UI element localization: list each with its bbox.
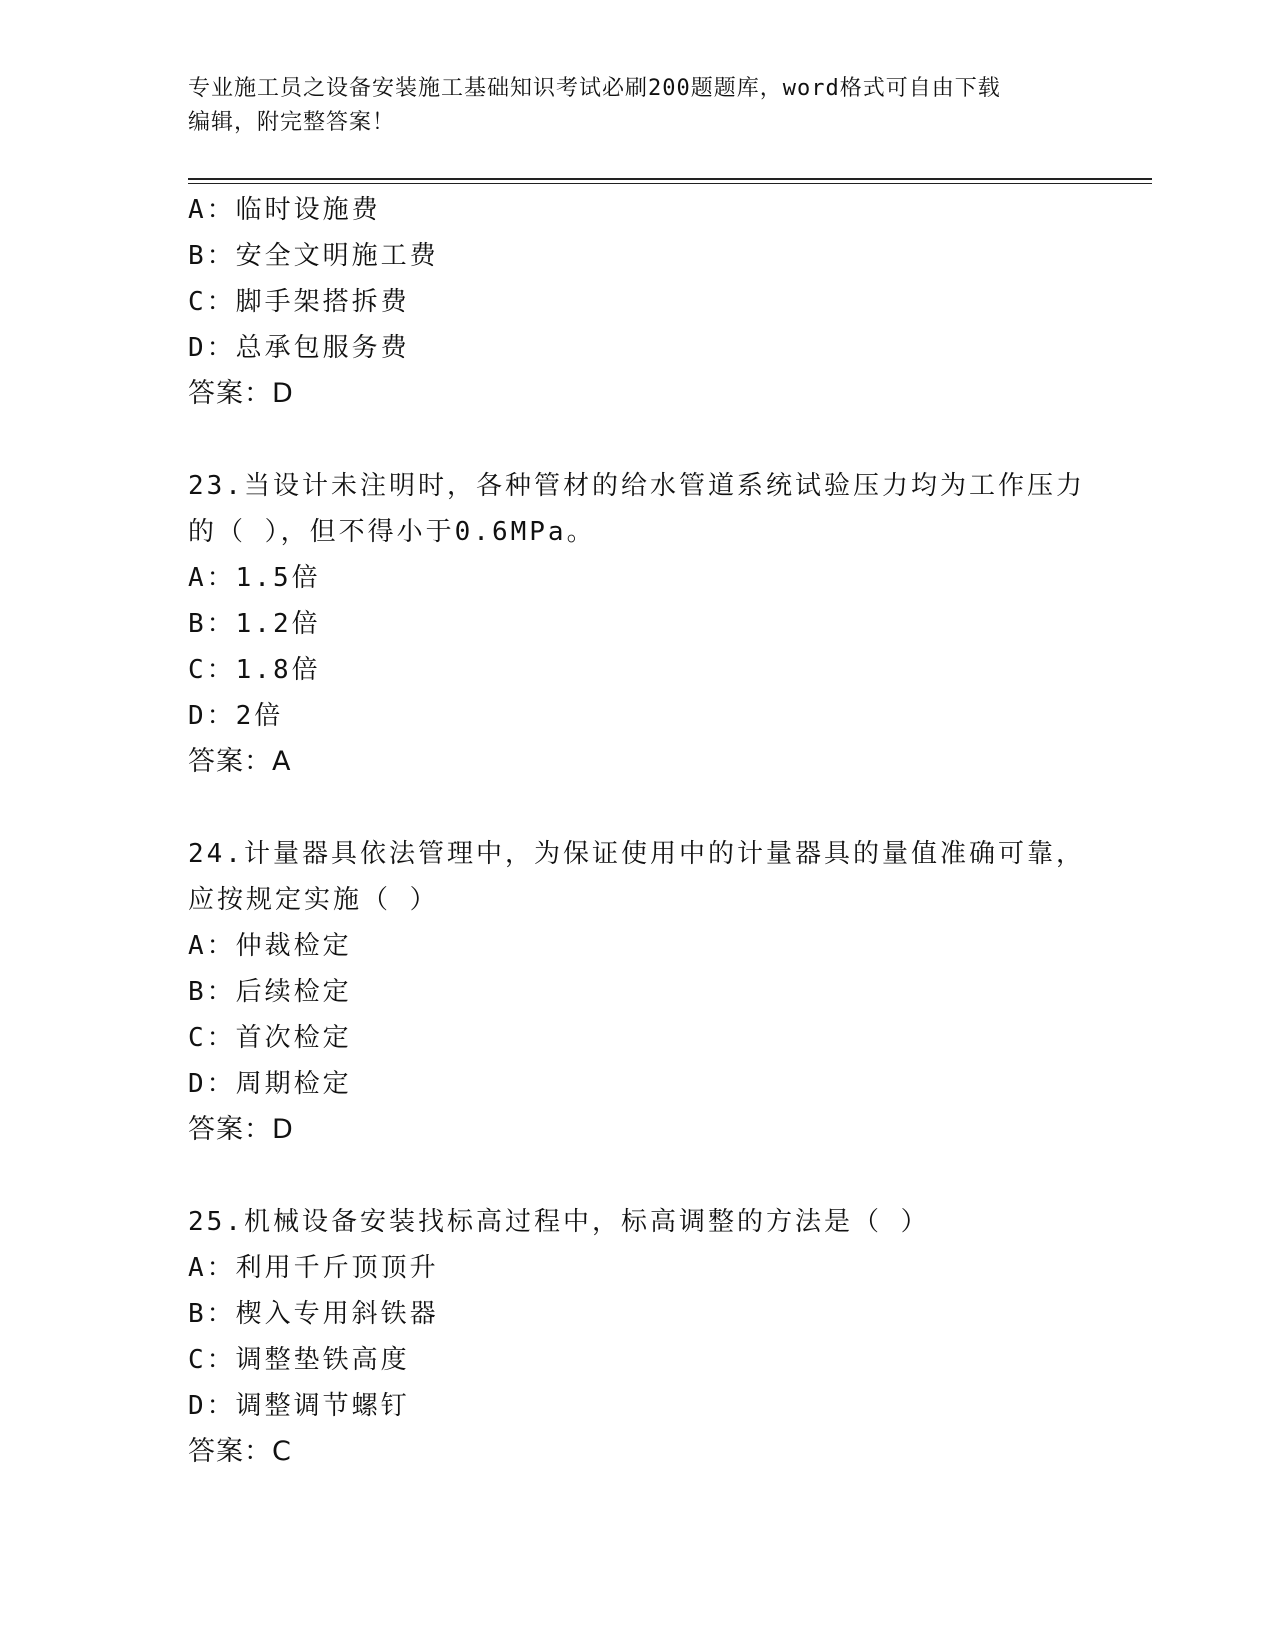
q23-stem-line-1: 23.当设计未注明时，各种管材的给水管道系统试验压力均为工作压力 [188,471,1085,501]
header-divider-thin [188,183,1152,184]
document-header [188,72,1088,140]
q23-answer: 答案：A [188,746,292,777]
question-list [188,187,1148,1475]
q22-option-a: A：临时设施费 [188,195,381,225]
spacer [188,1153,1148,1199]
question-24 [188,831,1148,1153]
q24-stem-line-2: 应按规定实施（ ） [188,885,439,915]
q24-option-d: D：周期检定 [188,1069,352,1099]
q23-option-d: D：2倍 [188,701,284,731]
q23-option-a: A：1.5倍 [188,563,321,593]
q23-stem-line-2: 的（ ），但不得小于0.6MPa。 [188,517,596,547]
q24-option-a: A：仲裁检定 [188,931,352,961]
q25-stem-line-1: 25.机械设备安装找标高过程中，标高调整的方法是（ ） [188,1207,930,1237]
q22-option-d: D：总承包服务费 [188,333,410,363]
q24-option-b: B：后续检定 [188,977,352,1007]
q22-answer: 答案：D [188,378,294,409]
q25-option-c: C：调整垫铁高度 [188,1345,410,1375]
q24-option-c: C：首次检定 [188,1023,352,1053]
spacer [188,417,1148,463]
header-line-2: 编辑，附完整答案！ [188,110,396,135]
header-divider-thick [188,178,1152,180]
question-22 [188,187,1148,417]
q22-option-b: B：安全文明施工费 [188,241,439,271]
q22-option-c: C：脚手架搭拆费 [188,287,410,317]
q25-option-a: A：利用千斤顶顶升 [188,1253,439,1283]
question-25 [188,1199,1148,1475]
question-23 [188,463,1148,785]
spacer [188,785,1148,831]
q25-option-d: D：调整调节螺钉 [188,1391,410,1421]
q24-answer: 答案：D [188,1114,294,1145]
q25-answer: 答案：C [188,1436,292,1467]
q23-option-c: C：1.8倍 [188,655,321,685]
q25-option-b: B：楔入专用斜铁器 [188,1299,439,1329]
header-line-1: 专业施工员之设备安装施工基础知识考试必刷200题题库，word格式可自由下载 [188,76,1001,101]
q23-option-b: B：1.2倍 [188,609,321,639]
q24-stem-line-1: 24.计量器具依法管理中，为保证使用中的计量器具的量值准确可靠， [188,839,1085,869]
